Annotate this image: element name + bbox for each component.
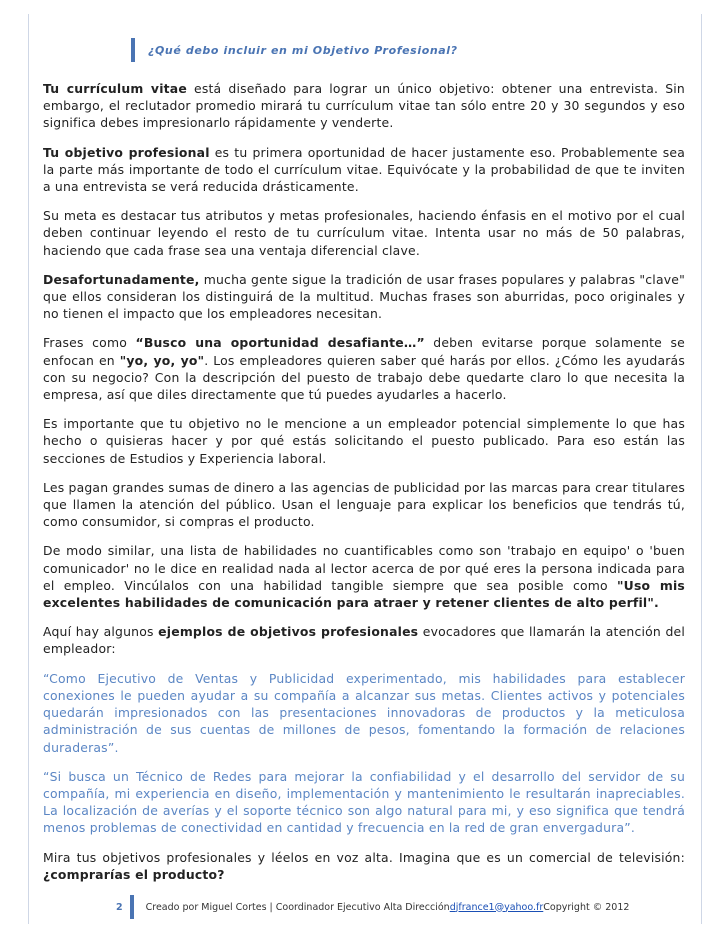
paragraph xyxy=(43,334,685,403)
paragraph xyxy=(43,271,685,323)
page-border-right xyxy=(701,14,702,924)
text-run: “Si busca un Técnico de Redes para mejorar la confiabilidad y el desarrollo del servidor de su compañía, mi experiencia en diseño, implementación y mantenimiento le resultarán inapreciables. La localización de averías y el soporte técnico son algo natural para mi, y eso significa que tendrá menos problemas de conectividad en cantidad y frecuencia en la red de gran envergadura”. xyxy=(43,768,685,836)
text-run: Mira tus objetivos profesionales y léelos en voz alta. Imagina que es un comercial de televisión: xyxy=(43,849,685,865)
text-run: está diseñado para lograr un único objetivo: obtener una entrevista. Sin embargo, el reclutador promedio mirará tu currículum vitae tan sólo entre 20 y 30 segundos y eso significa debes impresionarlo rápidamente y venderte. xyxy=(43,81,685,131)
paragraph xyxy=(43,144,685,196)
paragraph xyxy=(43,542,685,611)
text-run: Es importante que tu objetivo no le mencione a un empleador potencial simplemente lo que has hecho o quisieras hacer y por qué estás solicitando el puesto publicado. Para eso están las secciones de Estudios y Experiencia laboral. xyxy=(43,416,685,466)
bold-text: Tu objetivo profesional xyxy=(43,144,210,160)
footer-accent-bar xyxy=(130,895,134,919)
quote-paragraph xyxy=(43,670,685,756)
paragraph xyxy=(43,80,685,132)
text-run: . Los empleadores quieren saber qué harás por ellos. ¿Cómo les ayudarás con su negocio? Con la descripción del puesto de trabajo debe quedarte claro lo que necesita la empresa, así que diles directamente que tú puedes ayudarles a hacerlo. xyxy=(43,352,686,403)
text-run: mucha gente sigue la tradición de usar frases populares y palabras "clave" que ellos consideran los distinguirá de la multitud. Muchas frases son aburridas, poco originales y no tienen el impacto que los empleadores necesitan. xyxy=(43,271,685,322)
bold-text: Desafortunadamente, xyxy=(43,271,200,287)
bold-text: Tu currículum vitae xyxy=(43,81,187,96)
quote-paragraph xyxy=(43,768,685,837)
document-body xyxy=(43,80,685,895)
text-run: De modo similar, una lista de habilidades no cuantificables como son 'trabajo en equipo' o 'buen comunicador' no le dice en realidad nada al lector acerca de por qué eres la persona indicada para el empleo. Vincúlalos con una habilidad tangible siempre que sea posible como xyxy=(43,543,685,593)
page-footer xyxy=(116,895,629,919)
bold-text: “Busco una oportunidad desafiante…” xyxy=(135,335,425,351)
bold-text: "Uso mis excelentes habilidades de comunicación para atraer y retener clientes de alto perfil". xyxy=(43,577,685,611)
paragraph xyxy=(43,479,685,531)
header-title: ¿Qué debo incluir en mi Objetivo Profesional? xyxy=(148,43,458,57)
paragraph xyxy=(43,207,685,259)
page-header xyxy=(131,38,458,62)
text-run: Aquí hay algunos xyxy=(43,624,159,640)
page-border-left xyxy=(28,14,29,924)
text-run: Frases como xyxy=(43,335,136,351)
bold-text: "yo, yo, yo" xyxy=(119,352,205,368)
bold-text: ejemplos de objetivos profesionales xyxy=(158,624,419,640)
footer-email-link[interactable]: djfrance1@yahoo.fr xyxy=(449,901,544,913)
text-run: deben evitarse porque solamente se enfocan en xyxy=(43,335,685,368)
bold-text: ¿comprarías el producto? xyxy=(43,866,225,882)
text-run: evocadores que llamarán la atención del empleador: xyxy=(43,624,686,657)
footer-credit: Creado por Miguel Cortes | Coordinador Ejecutivo Alta Dirección xyxy=(145,901,450,913)
page-number: 2 xyxy=(116,901,123,913)
paragraph xyxy=(43,415,685,467)
paragraph xyxy=(43,623,685,657)
text-run: Su meta es destacar tus atributos y metas profesionales, haciendo énfasis en el motivo por el cual deben continuar leyendo el resto de tu currículum vitae. Intenta usar no más de 50 palabras, haciendo que cada frase sea una ventaja diferencial clave. xyxy=(43,208,685,258)
text-run: “Como Ejecutivo de Ventas y Publicidad experimentado, mis habilidades para establecer conexiones le pueden ayudar a su compañía a alcanzar sus metas. Clientes activos y potenciales quedarán impresionados con las presentaciones innovadoras de productos y la meticulosa administración de sus cuentas de millones de pesos, fomentando la formación de relaciones duraderas”. xyxy=(43,670,685,755)
text-run: Les pagan grandes sumas de dinero a las agencias de publicidad por las marcas para crear titulares que llamen la atención del público. Usan el lenguaje para explicar los beneficios que tendrás tú, como consumidor, si compras el producto. xyxy=(43,479,685,530)
footer-copyright: Copyright © 2012 xyxy=(543,901,630,913)
text-run: es tu primera oportunidad de hacer justamente eso. Probablemente sea la parte más importante de todo el currículum vitae. Equivócate y la probabilidad de que te inviten a una entrevista se verá reducida drásticamente. xyxy=(43,144,685,195)
paragraph xyxy=(43,849,685,883)
header-accent-bar xyxy=(131,38,135,62)
